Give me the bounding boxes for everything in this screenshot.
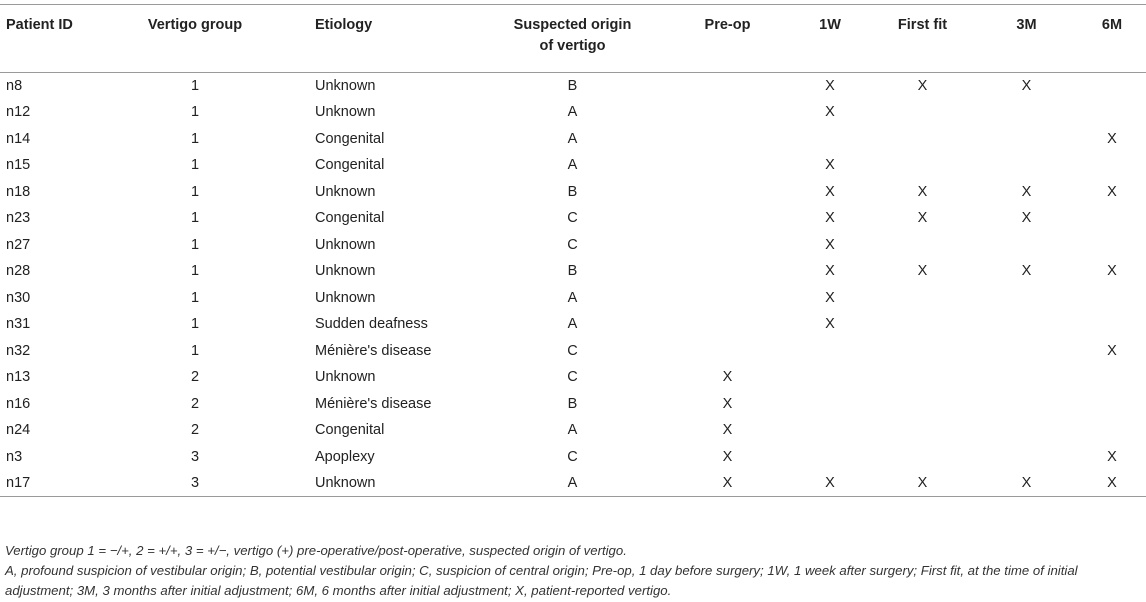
table-cell: n31: [6, 316, 31, 333]
table-cell: X: [722, 422, 733, 439]
table-cell: [1078, 205, 1146, 232]
table-cell: X: [1021, 78, 1032, 94]
table-cell: X: [1021, 263, 1032, 280]
table-cell: Unknown: [315, 78, 376, 94]
column-header: Etiology: [315, 17, 373, 33]
table-cell: X: [917, 263, 928, 280]
table-cell: B: [567, 395, 578, 412]
table-cell: [790, 417, 870, 444]
table-cell: Congenital: [315, 130, 385, 147]
table-cell: X: [1107, 342, 1117, 359]
table-cell: [975, 311, 1078, 338]
table-cell: X: [1021, 183, 1032, 200]
table-cell: [870, 126, 975, 153]
table-cell: Unknown: [315, 104, 376, 121]
table-cell: [975, 232, 1078, 259]
table-cell: X: [1021, 210, 1032, 227]
table-cell: n30: [6, 289, 31, 306]
table-cell: [790, 364, 870, 391]
table-cell: [1078, 417, 1146, 444]
table-cell: A: [567, 130, 578, 147]
table-cell: X: [1107, 183, 1117, 200]
table-cell: X: [825, 475, 835, 491]
table-cell: X: [722, 369, 733, 386]
table-cell: 1: [190, 342, 200, 359]
table-cell: [665, 258, 790, 285]
table-cell: 1: [190, 210, 200, 227]
table-cell: X: [1107, 130, 1117, 147]
table-row: [0, 258, 1146, 285]
table-cell: C: [567, 236, 578, 253]
table-cell: Sudden deafness: [315, 316, 428, 333]
table-row: [0, 417, 1146, 444]
table-row: [0, 285, 1146, 312]
table-cell: [975, 285, 1078, 312]
table-cell: [1078, 232, 1146, 259]
table-cell: [870, 99, 975, 126]
table-cell: Congenital: [315, 210, 385, 227]
table-row: [0, 444, 1146, 471]
table-cell: [665, 73, 790, 100]
table-cell: n15: [6, 157, 31, 174]
table-row: [0, 311, 1146, 338]
table-cell: Apoplexy: [315, 448, 375, 465]
table-cell: [870, 417, 975, 444]
table-cell: X: [825, 104, 835, 121]
table-cell: X: [825, 183, 835, 200]
table-row: [0, 205, 1146, 232]
table-cell: X: [825, 157, 835, 174]
table-cell: n24: [6, 422, 31, 439]
table-cell: n14: [6, 130, 31, 147]
table-row: [0, 470, 1146, 497]
table-cell: [870, 364, 975, 391]
table-cell: X: [1021, 475, 1032, 491]
table-cell: X: [1107, 475, 1117, 491]
table-cell: A: [567, 157, 578, 174]
table-cell: [870, 391, 975, 418]
table-cell: Unknown: [315, 369, 376, 386]
table-row: [0, 338, 1146, 365]
table-cell: C: [567, 448, 578, 465]
table-cell: [975, 126, 1078, 153]
table-header-row: [0, 5, 1146, 73]
table-cell: X: [722, 395, 733, 412]
table-cell: n27: [6, 236, 31, 253]
table-cell: X: [917, 78, 928, 94]
table-cell: X: [825, 236, 835, 253]
table-cell: X: [917, 183, 928, 200]
table-cell: A: [567, 475, 578, 491]
table-cell: [870, 285, 975, 312]
table-cell: n12: [6, 104, 31, 121]
table-cell: [975, 391, 1078, 418]
table-cell: 3: [190, 448, 200, 465]
table-cell: n13: [6, 369, 31, 386]
vertigo-table: [0, 4, 1146, 497]
table-cell: [665, 205, 790, 232]
table-cell: 1: [190, 289, 200, 306]
table-cell: [665, 152, 790, 179]
table-cell: [790, 444, 870, 471]
table-cell: 1: [190, 263, 200, 280]
table-row: [0, 73, 1146, 100]
table-cell: B: [567, 263, 578, 280]
table-cell: 3: [190, 475, 200, 491]
table-cell: [1078, 364, 1146, 391]
table-body: [0, 73, 1146, 497]
table-cell: [665, 338, 790, 365]
table-cell: C: [567, 210, 578, 227]
table-cell: X: [825, 289, 835, 306]
column-header: First fit: [897, 17, 948, 33]
table-cell: [1078, 73, 1146, 100]
table-row: [0, 391, 1146, 418]
table-cell: 2: [190, 422, 200, 439]
table-row: [0, 232, 1146, 259]
column-header: 3M: [1016, 17, 1037, 33]
table-cell: B: [567, 183, 578, 200]
table-row: [0, 99, 1146, 126]
table-cell: 1: [190, 157, 200, 174]
footnote-line: Vertigo group 1 = −/+, 2 = +/+, 3 = +/−, vertigo (+) pre-operative/post-operative, suspected origin of vertigo.: [5, 543, 627, 558]
table-cell: n18: [6, 183, 31, 200]
table-cell: Unknown: [315, 183, 376, 200]
table-cell: B: [567, 78, 578, 94]
table-cell: X: [917, 210, 928, 227]
table-cell: Ménière's disease: [315, 342, 432, 359]
table-cell: [870, 232, 975, 259]
table-row: [0, 152, 1146, 179]
table-cell: A: [567, 289, 578, 306]
table-footnotes: [5, 541, 1141, 600]
table-cell: [665, 311, 790, 338]
table-cell: 1: [190, 104, 200, 121]
table-cell: [975, 364, 1078, 391]
table-cell: Unknown: [315, 475, 376, 491]
table-cell: 1: [190, 78, 200, 94]
column-header: 6M: [1101, 17, 1123, 33]
table-cell: n17: [6, 475, 31, 491]
table-cell: X: [1107, 448, 1117, 465]
table-cell: [975, 417, 1078, 444]
table-cell: C: [567, 342, 578, 359]
table-cell: 1: [190, 236, 200, 253]
table-cell: [870, 338, 975, 365]
table-row: [0, 126, 1146, 153]
column-header: 1W: [819, 17, 841, 33]
table-cell: 2: [190, 369, 200, 386]
table-cell: C: [567, 369, 578, 386]
table-row: [0, 179, 1146, 206]
table-cell: n32: [6, 342, 31, 359]
table-cell: Unknown: [315, 263, 376, 280]
table-cell: A: [567, 104, 578, 121]
table-cell: n3: [6, 448, 23, 465]
table-cell: Unknown: [315, 236, 376, 253]
table-cell: A: [567, 316, 578, 333]
table-cell: X: [722, 475, 733, 491]
table-cell: 2: [190, 395, 200, 412]
table-cell: [975, 152, 1078, 179]
table-cell: [1078, 99, 1146, 126]
table-cell: Congenital: [315, 422, 385, 439]
table-cell: [665, 179, 790, 206]
table-cell: n23: [6, 210, 31, 227]
table-cell: X: [825, 78, 835, 94]
column-header: Suspected origin of vertigo: [513, 17, 632, 54]
table-cell: A: [567, 422, 578, 439]
table-cell: [790, 391, 870, 418]
table-cell: 1: [190, 130, 200, 147]
table-cell: 1: [190, 316, 200, 333]
table-row: [0, 364, 1146, 391]
footnote-line: A, profound suspicion of vestibular origin; B, potential vestibular origin; C, suspicion of central origin; Pre-op, 1 day before surgery; 1W, 1 week after surgery; First fit, at the time of initial adjustment; 3M, 3 months after initial adjustment; 6M, 6 months after initial adjustment; X, patient-reported vertigo.: [5, 562, 1078, 598]
table-cell: Unknown: [315, 289, 376, 306]
table-cell: Ménière's disease: [315, 395, 432, 412]
table-cell: 1: [190, 183, 200, 200]
column-header: Pre-op: [704, 17, 751, 33]
table-cell: [975, 99, 1078, 126]
table-cell: [665, 126, 790, 153]
table-cell: X: [1107, 263, 1117, 280]
table-cell: [790, 126, 870, 153]
column-header: Patient ID: [6, 17, 73, 33]
table-cell: [975, 444, 1078, 471]
table-cell: [790, 338, 870, 365]
table-cell: [870, 444, 975, 471]
table-cell: n8: [6, 78, 23, 94]
table-cell: n16: [6, 395, 31, 412]
table-cell: [870, 152, 975, 179]
column-header: Vertigo group: [147, 17, 243, 33]
table-cell: [665, 99, 790, 126]
table-cell: [665, 285, 790, 312]
table-cell: [975, 338, 1078, 365]
table-cell: [1078, 391, 1146, 418]
table-cell: [870, 311, 975, 338]
table-cell: [1078, 152, 1146, 179]
table-cell: n28: [6, 263, 31, 280]
table-cell: X: [917, 475, 928, 491]
table-cell: X: [825, 210, 835, 227]
table-cell: X: [825, 316, 835, 333]
table-cell: Congenital: [315, 157, 385, 174]
table-cell: [665, 232, 790, 259]
table-cell: [1078, 311, 1146, 338]
table-cell: X: [722, 448, 733, 465]
table-cell: [1078, 285, 1146, 312]
table-cell: X: [825, 263, 835, 280]
